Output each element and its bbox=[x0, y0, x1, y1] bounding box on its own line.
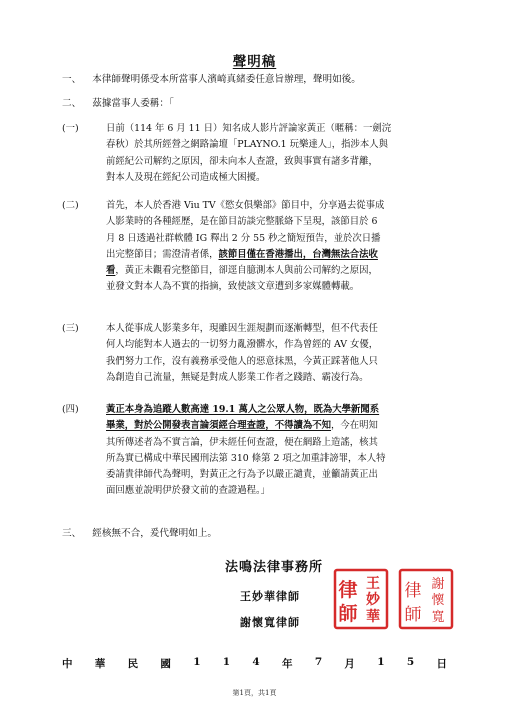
seal-2-char: 律 bbox=[404, 581, 422, 601]
seal-1-char: 妙 bbox=[366, 592, 380, 608]
seal-2-char: 懷 bbox=[431, 593, 445, 608]
paragraph-1 bbox=[62, 121, 454, 186]
lawyer-2-seal bbox=[398, 568, 454, 630]
item-2 bbox=[62, 96, 174, 112]
date-char: 日 bbox=[436, 658, 447, 670]
paragraph-3-number: (三) bbox=[62, 323, 79, 334]
date-char: 5 bbox=[406, 656, 415, 668]
item-3 bbox=[62, 526, 217, 542]
paragraph-2-emphasis: 該節目僅在香港播出，台灣無法合法收 bbox=[218, 248, 378, 260]
date-char: 1 bbox=[377, 656, 385, 668]
seal-1-char: 律 bbox=[338, 579, 358, 601]
seal-1-char: 師 bbox=[338, 603, 358, 625]
paragraph-2 bbox=[62, 198, 454, 296]
date-char: 7 bbox=[314, 656, 323, 668]
date-char: 華 bbox=[94, 658, 106, 670]
date-char: 國 bbox=[160, 658, 171, 670]
paragraph-1-line: 春秋）於其所經營之網路論壇「PLAYNO.1 玩樂達人」，指涉本人與 bbox=[106, 139, 389, 151]
paragraph-3-line: 為創造自己流量，無疑是對成人影業工作者之踐踏、霸凌行為。 bbox=[106, 371, 369, 383]
date-char: 4 bbox=[252, 656, 260, 668]
law-firm-name: 法鳴法律事務所 bbox=[225, 560, 324, 575]
paragraph-2-line: 首先，本人於香港 Viu TV《慾女俱樂部》節目中，分享過去從事成 bbox=[106, 200, 385, 211]
item-1 bbox=[62, 72, 361, 88]
lawyer-2-name: 謝懷寬律師 bbox=[240, 616, 300, 629]
paragraph-4-emphasis: 畢業，對於公開發表言論須經合理查證，不得讀為不知 bbox=[106, 420, 332, 432]
paragraph-2-line: 並發文對本人為不實的指摘，致使該文章遭到多家媒體轉載。 bbox=[106, 281, 360, 293]
paragraph-2-line: ，黃正未觀看完整節目，卻逕自臆測本人與前公司解約之原因， bbox=[115, 265, 378, 277]
paragraph-1-line: 對本人及現在經紀公司造成極大困擾。 bbox=[106, 171, 266, 183]
seal-1-char: 王 bbox=[366, 576, 380, 592]
date-line bbox=[62, 656, 447, 671]
lawyer-1-seal bbox=[333, 568, 389, 630]
paragraph-3 bbox=[62, 321, 454, 386]
paragraph-4 bbox=[62, 402, 454, 500]
paragraph-3-line: 本人從事成人影業多年，現雖因生涯規劃而逐漸轉型，但不代表任 bbox=[106, 323, 378, 334]
item-3-text: 經核無不合，爰代聲明如上。 bbox=[92, 528, 217, 539]
paragraph-4-line: 其所傳述者為不實言論，伊未經任何查證，便在網路上造謠，核其 bbox=[106, 436, 378, 448]
paragraph-4-number: (四) bbox=[62, 404, 79, 415]
item-3-number: 三、 bbox=[62, 528, 82, 539]
paragraph-3-line: 我們努力工作，沒有義務承受他人的惡意抹黑，今黃正踩著他人只 bbox=[106, 355, 378, 367]
item-2-number: 二、 bbox=[62, 98, 82, 109]
paragraph-1-number: (一) bbox=[62, 123, 79, 134]
paragraph-4-line: 所為實已構成中華民國刑法第 310 條第 2 項之加重誹謗罪，本人特 bbox=[106, 452, 386, 464]
paragraph-2-line: 月 8 日透過社群軟體 IG 釋出 2 分 55 秒之簡短預告，並於次日播 bbox=[106, 232, 381, 244]
date-char: 中 bbox=[62, 658, 73, 670]
date-char: 1 bbox=[193, 656, 201, 668]
seal-2-char: 師 bbox=[404, 605, 422, 625]
paragraph-4-line: 委請貴律師代為聲明，對黃正之行為予以嚴正譴責，並籲請黃正出 bbox=[106, 469, 378, 481]
date-char: 年 bbox=[282, 658, 293, 670]
item-1-text: 本律師聲明係受本所當事人濱崎真緒委任意旨辦理，聲明如後。 bbox=[92, 74, 361, 85]
paragraph-3-line: 何人均能對本人過去的一切努力亂潑髒水，作為曾經的 AV 女優， bbox=[106, 339, 379, 351]
seal-2-char: 謝 bbox=[431, 577, 445, 592]
seal-2-char: 寬 bbox=[431, 610, 445, 625]
date-char: 月 bbox=[344, 658, 355, 670]
paragraph-4-line: ，今在明知 bbox=[331, 420, 378, 432]
lawyer-1-name: 王妙華律師 bbox=[240, 590, 300, 603]
date-char: 1 bbox=[222, 656, 231, 668]
document-title: 聲明稿 bbox=[232, 54, 277, 70]
paragraph-2-number: (二) bbox=[62, 200, 79, 211]
item-1-number: 一、 bbox=[62, 74, 82, 85]
seal-1-char: 華 bbox=[366, 609, 380, 625]
item-2-text: 茲據當事人委稱：「 bbox=[92, 98, 174, 109]
paragraph-2-line: 人影業時的各種經歷，是在節目訪談完整脈絡下呈現，該節目於 6 bbox=[106, 216, 378, 228]
paragraph-2-line: 出完整節目；需澄清者係， bbox=[106, 248, 219, 260]
paragraph-1-line: 日前（114 年 6 月 11 日）知名成人影片評論家黃正（暱稱：一劍浣 bbox=[106, 123, 392, 134]
paragraph-4-emphasis: 黃正本身為追蹤人數高達 19.1 萬人之公眾人物，既為大學新聞系 bbox=[106, 404, 380, 415]
date-char: 民 bbox=[127, 658, 139, 670]
paragraph-2-emphasis: 看 bbox=[106, 265, 116, 277]
paragraph-4-line: 面回應並說明伊於發文前的查證過程。」 bbox=[106, 485, 271, 497]
paragraph-1-line: 前經紀公司解約之原因，卻未向本人查證，致與事實有諸多背離， bbox=[106, 155, 378, 167]
page-number: 第1頁，共1頁 bbox=[232, 689, 277, 697]
